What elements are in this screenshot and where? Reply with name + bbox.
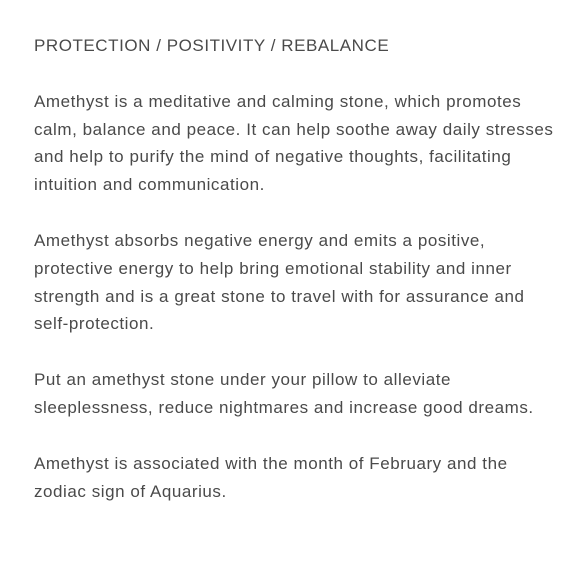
product-description	[34, 32, 554, 505]
paragraph-energy: Amethyst absorbs negative energy and emits a positive, protective energy to help bring emotional stability and inner strength and is a great stone to travel with for assurance and self-protection.	[34, 230, 525, 334]
paragraph-zodiac: Amethyst is associated with the month of February and the zodiac sign of Aquarius.	[34, 453, 508, 501]
paragraph-sleep: Put an amethyst stone under your pillow to alleviate sleeplessness, reduce nightmares and increase good dreams.	[34, 370, 534, 417]
properties-heading: PROTECTION / POSITIVITY / REBALANCE	[34, 36, 390, 55]
paragraph-intro: Amethyst is a meditative and calming stone, which promotes calm, balance and peace. It can help soothe away daily stresses and help to purify the mind of negative thoughts, facilitating intuition and communication.	[34, 91, 554, 195]
